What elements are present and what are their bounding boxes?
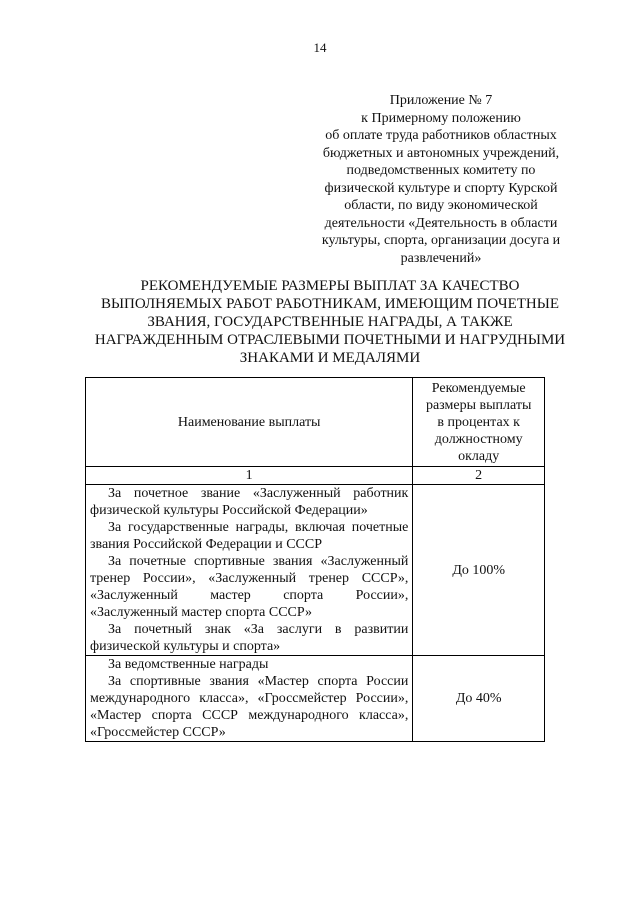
- appendix-line: Приложение № 7: [389, 93, 493, 108]
- appendix-line: бюджетных и автономных учреждений,: [322, 145, 560, 161]
- header-line: должностному: [434, 431, 523, 447]
- payment-description: [86, 485, 413, 656]
- header-line: окладу: [458, 448, 500, 464]
- heading-line: НАГРАЖДЕННЫМ ОТРАСЛЕВЫМИ ПОЧЕТНЫМИ И НАГРУДНЫМИ: [94, 332, 566, 348]
- column-number: 1: [86, 467, 413, 485]
- appendix-line: культуры, спорта, организации досуга и: [321, 233, 561, 248]
- column-number-row: [86, 467, 545, 485]
- payment-amount: До 40%: [413, 656, 545, 742]
- payment-amount: До 100%: [413, 485, 545, 656]
- header-line: Рекомендуемые: [431, 380, 526, 396]
- description-paragraph: За почетное звание «Заслуженный работник физической культуры Российской Федерации»: [90, 486, 409, 518]
- description-paragraph: За ведомственные награды: [108, 657, 269, 672]
- heading-line: ВЫПОЛНЯЕМЫХ РАБОТ РАБОТНИКАМ, ИМЕЮЩИМ ПОЧЕТНЫЕ: [100, 296, 560, 312]
- table-row: [86, 485, 545, 656]
- column-number: 2: [413, 467, 545, 485]
- appendix-line: к Примерному положению: [361, 110, 521, 126]
- heading-line: ЗВАНИЯ, ГОСУДАРСТВЕННЫЕ НАГРАДЫ, А ТАКЖЕ: [147, 314, 513, 330]
- table-row: [86, 656, 545, 742]
- appendix-line: развлечений»: [400, 250, 482, 266]
- header-line: размеры выплаты: [425, 397, 532, 413]
- description-paragraph: За государственные награды, включая почетные звания Российской Федерации и СССР: [90, 520, 409, 552]
- header-recommended-amount: [413, 378, 545, 467]
- document-heading: [80, 277, 580, 367]
- appendix-line: деятельности «Деятельность в области: [324, 215, 558, 231]
- appendix-line: физической культуре и спорту Курской: [324, 180, 558, 196]
- heading-line: РЕКОМЕНДУЕМЫЕ РАЗМЕРЫ ВЫПЛАТ ЗА КАЧЕСТВО: [140, 278, 520, 294]
- header-line: в процентах к: [437, 414, 520, 430]
- page-number: 14: [313, 40, 327, 55]
- appendix-line: об оплате труда работников областных: [325, 128, 557, 143]
- table-header-row: [86, 378, 545, 467]
- heading-line: ЗНАКАМИ И МЕДАЛЯМИ: [239, 350, 421, 366]
- payment-description: [86, 656, 413, 742]
- appendix-block: [296, 92, 586, 267]
- payments-table: [85, 377, 545, 742]
- description-paragraph: За почетный знак «За заслуги в развитии физической культуры и спорта»: [90, 622, 409, 654]
- description-paragraph: За почетные спортивные звания «Заслуженный тренер России», «Заслуженный тренер СССР», «Заслуженный мастер спорта России», «Заслуженный мастер спорта СССР»: [90, 554, 409, 620]
- appendix-line: области, по виду экономической: [344, 198, 538, 213]
- appendix-line: подведомственных комитету по: [346, 163, 536, 178]
- description-paragraph: За спортивные звания «Мастер спорта России международного класса», «Гроссмейстер России», «Мастер спорта СССР международного класса», «Гроссмейстер СССР»: [90, 674, 409, 740]
- header-payment-name: Наименование выплаты: [86, 378, 413, 467]
